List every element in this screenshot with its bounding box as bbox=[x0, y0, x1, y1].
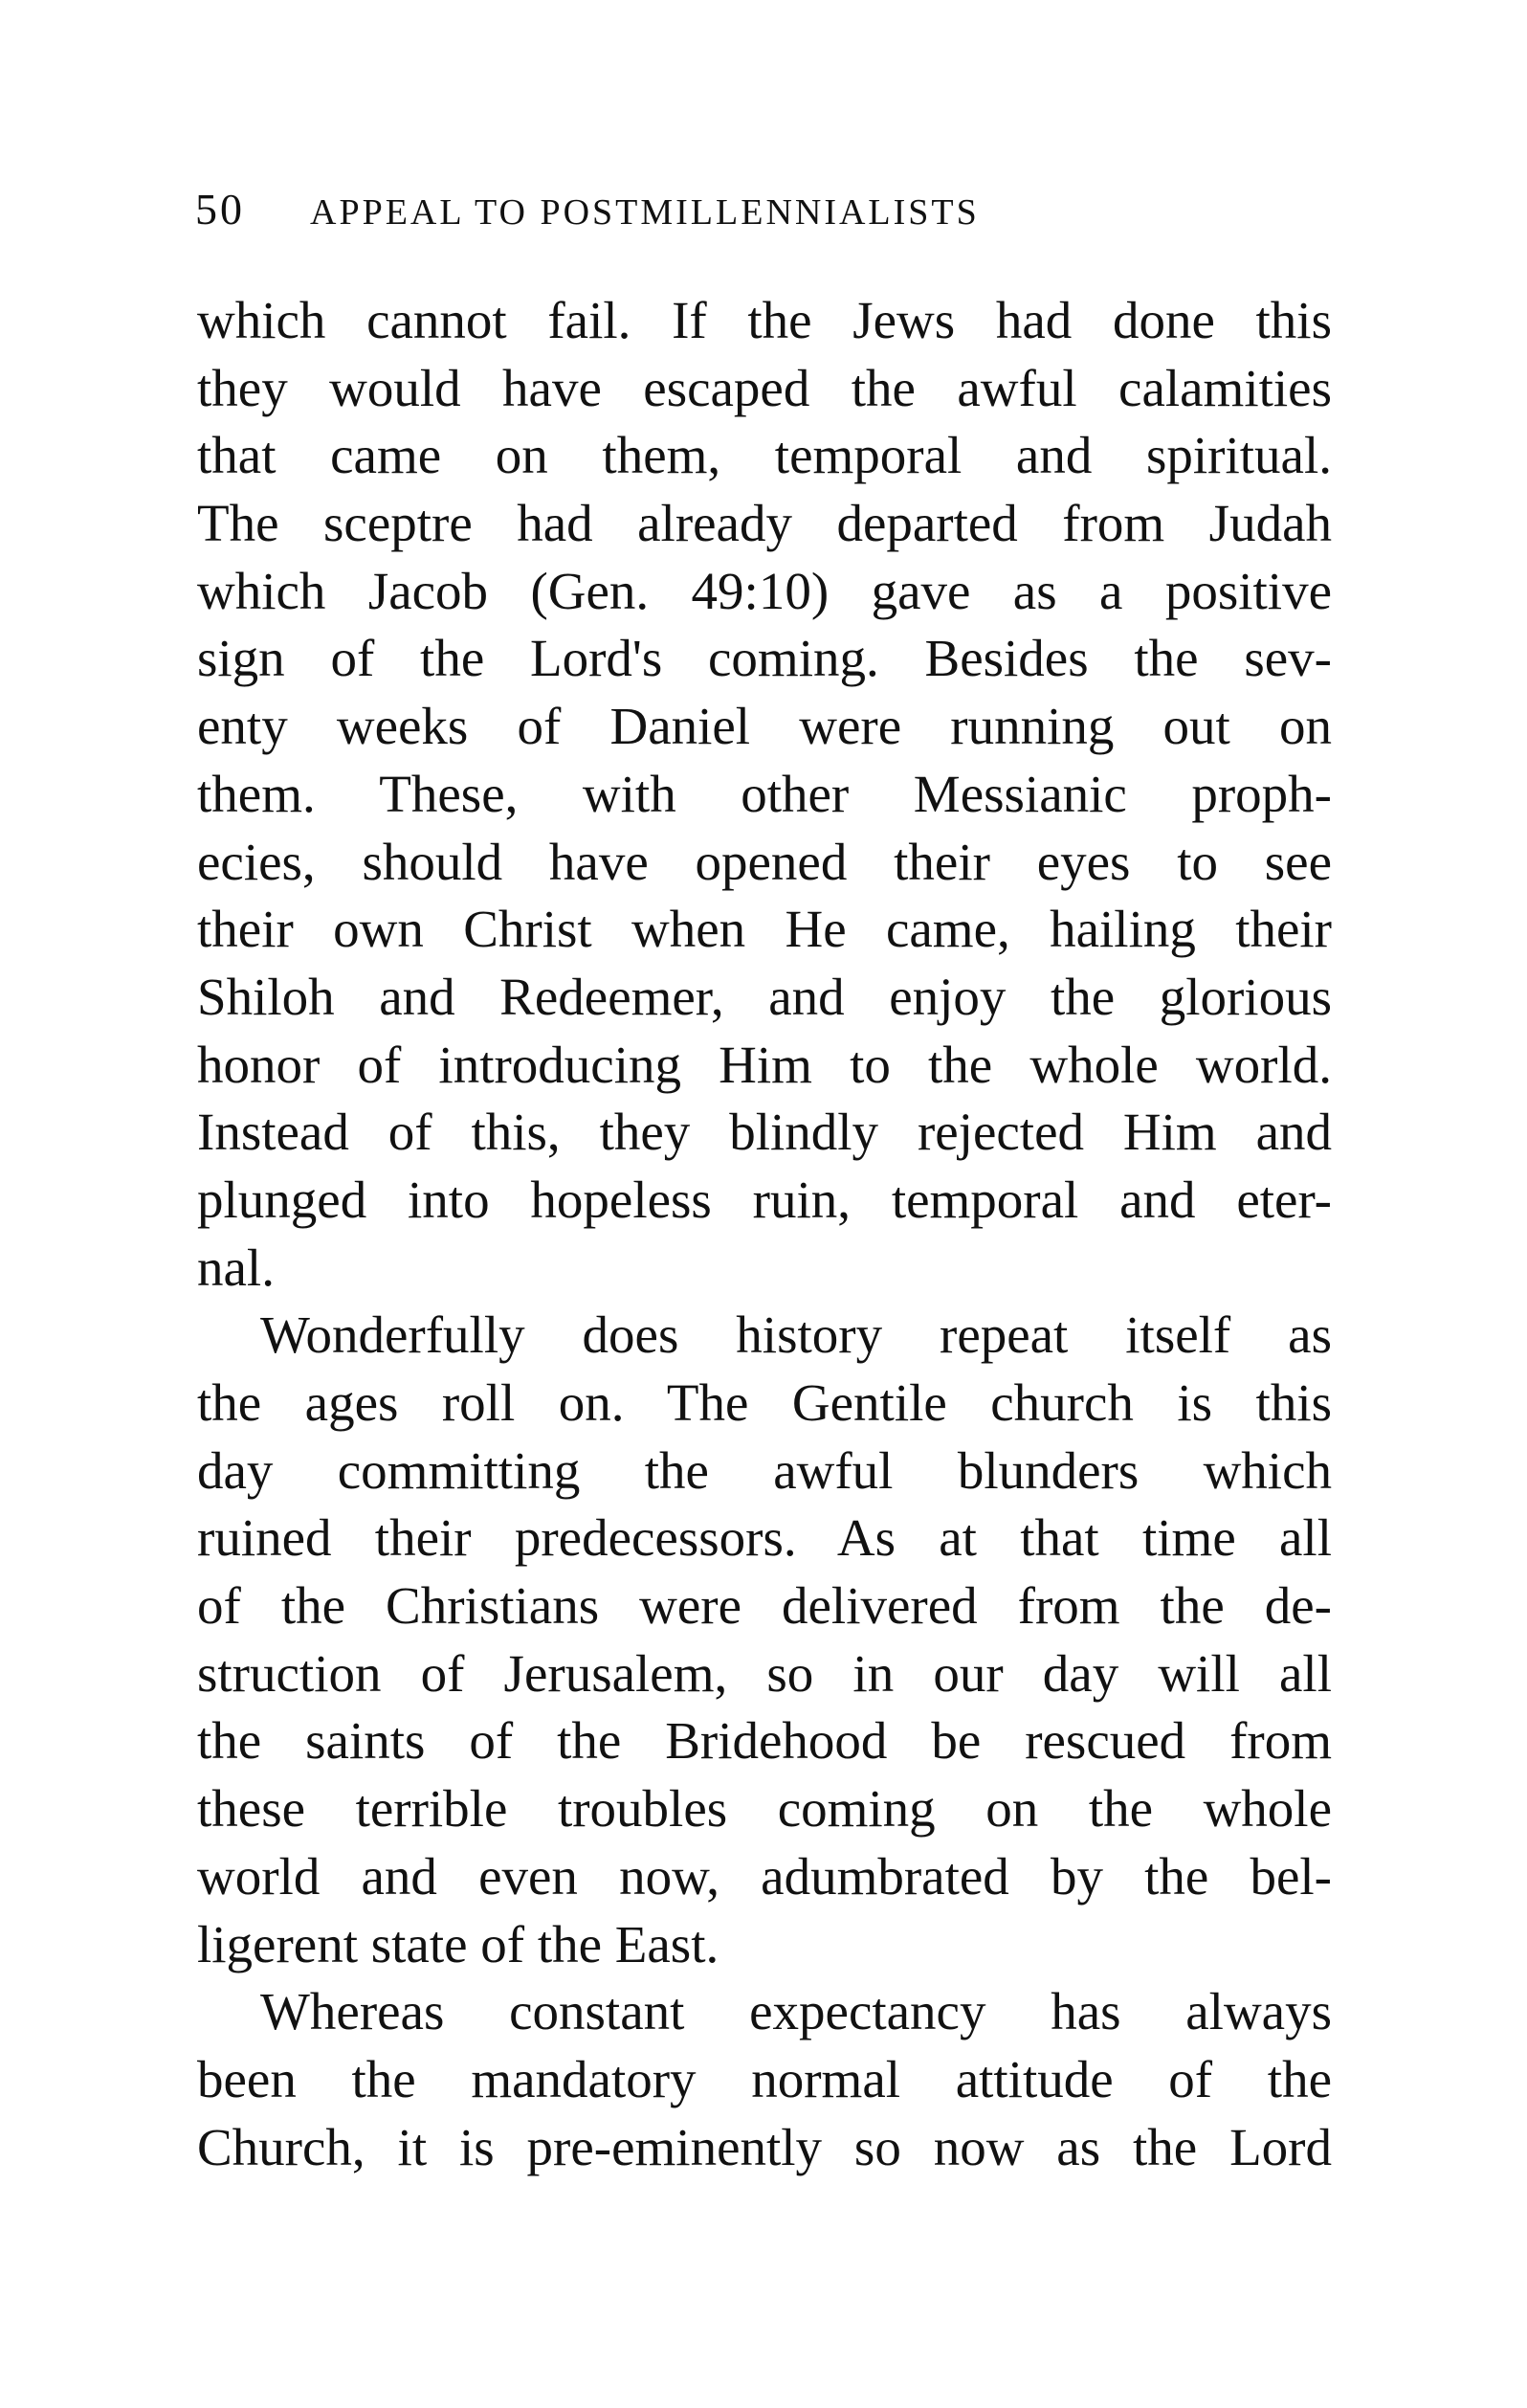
text-line: Instead of this, they blindly rejected Him and bbox=[197, 1103, 1332, 1162]
text-line: nal. bbox=[197, 1237, 275, 1297]
text-line: world and even now, adumbrated by the bel- bbox=[197, 1846, 1332, 1906]
text-line: that came on them, temporal and spiritual. bbox=[197, 426, 1332, 485]
text-line: ruined their predecessors. As at that time all bbox=[197, 1508, 1332, 1568]
text-line: Shiloh and Redeemer, and enjoy the glorious bbox=[197, 967, 1332, 1026]
text-line: their own Christ when He came, hailing their bbox=[197, 900, 1332, 959]
page-number: 50 bbox=[195, 185, 245, 234]
text-line: honor of introducing Him to the whole world. bbox=[197, 1035, 1332, 1094]
running-head bbox=[195, 184, 1334, 241]
text-line: enty weeks of Daniel were running out on bbox=[197, 697, 1332, 756]
text-line: sign of the Lord's coming. Besides the sev- bbox=[197, 629, 1332, 688]
text-line: day committing the awful blunders which bbox=[197, 1440, 1332, 1500]
text-line: they would have escaped the awful calamities bbox=[197, 358, 1332, 417]
text-line: Whereas constant expectancy has always bbox=[260, 1982, 1332, 2041]
text-line: which cannot fail. If the Jews had done this bbox=[197, 291, 1332, 349]
text-line: the saints of the Bridehood be rescued from bbox=[197, 1711, 1332, 1771]
text-line: ligerent state of the East. bbox=[197, 1914, 719, 1973]
text-line: plunged into hopeless ruin, temporal and eter- bbox=[197, 1170, 1332, 1229]
body-text bbox=[197, 287, 1332, 2181]
running-head-title: APPEAL TO POSTMILLENNIALISTS bbox=[310, 192, 980, 233]
text-line: these terrible troubles coming on the whole bbox=[197, 1779, 1332, 1839]
text-line: The sceptre had already departed from Judah bbox=[197, 494, 1332, 553]
text-line: ecies, should have opened their eyes to see bbox=[197, 832, 1332, 891]
text-line: them. These, with other Messianic proph- bbox=[197, 764, 1332, 823]
text-line: which Jacob (Gen. 49:10) gave as a positive bbox=[197, 561, 1332, 620]
text-line: the ages roll on. The Gentile church is this bbox=[197, 1373, 1332, 1432]
text-line: struction of Jerusalem, so in our day will all bbox=[197, 1643, 1332, 1703]
text-line: Church, it is pre-eminently so now as the Lord bbox=[197, 2117, 1332, 2176]
text-line: been the mandatory normal attitude of the bbox=[197, 2049, 1332, 2108]
text-line: Wonderfully does history repeat itself as bbox=[260, 1305, 1332, 1365]
text-line: of the Christians were delivered from the de- bbox=[197, 1576, 1332, 1636]
